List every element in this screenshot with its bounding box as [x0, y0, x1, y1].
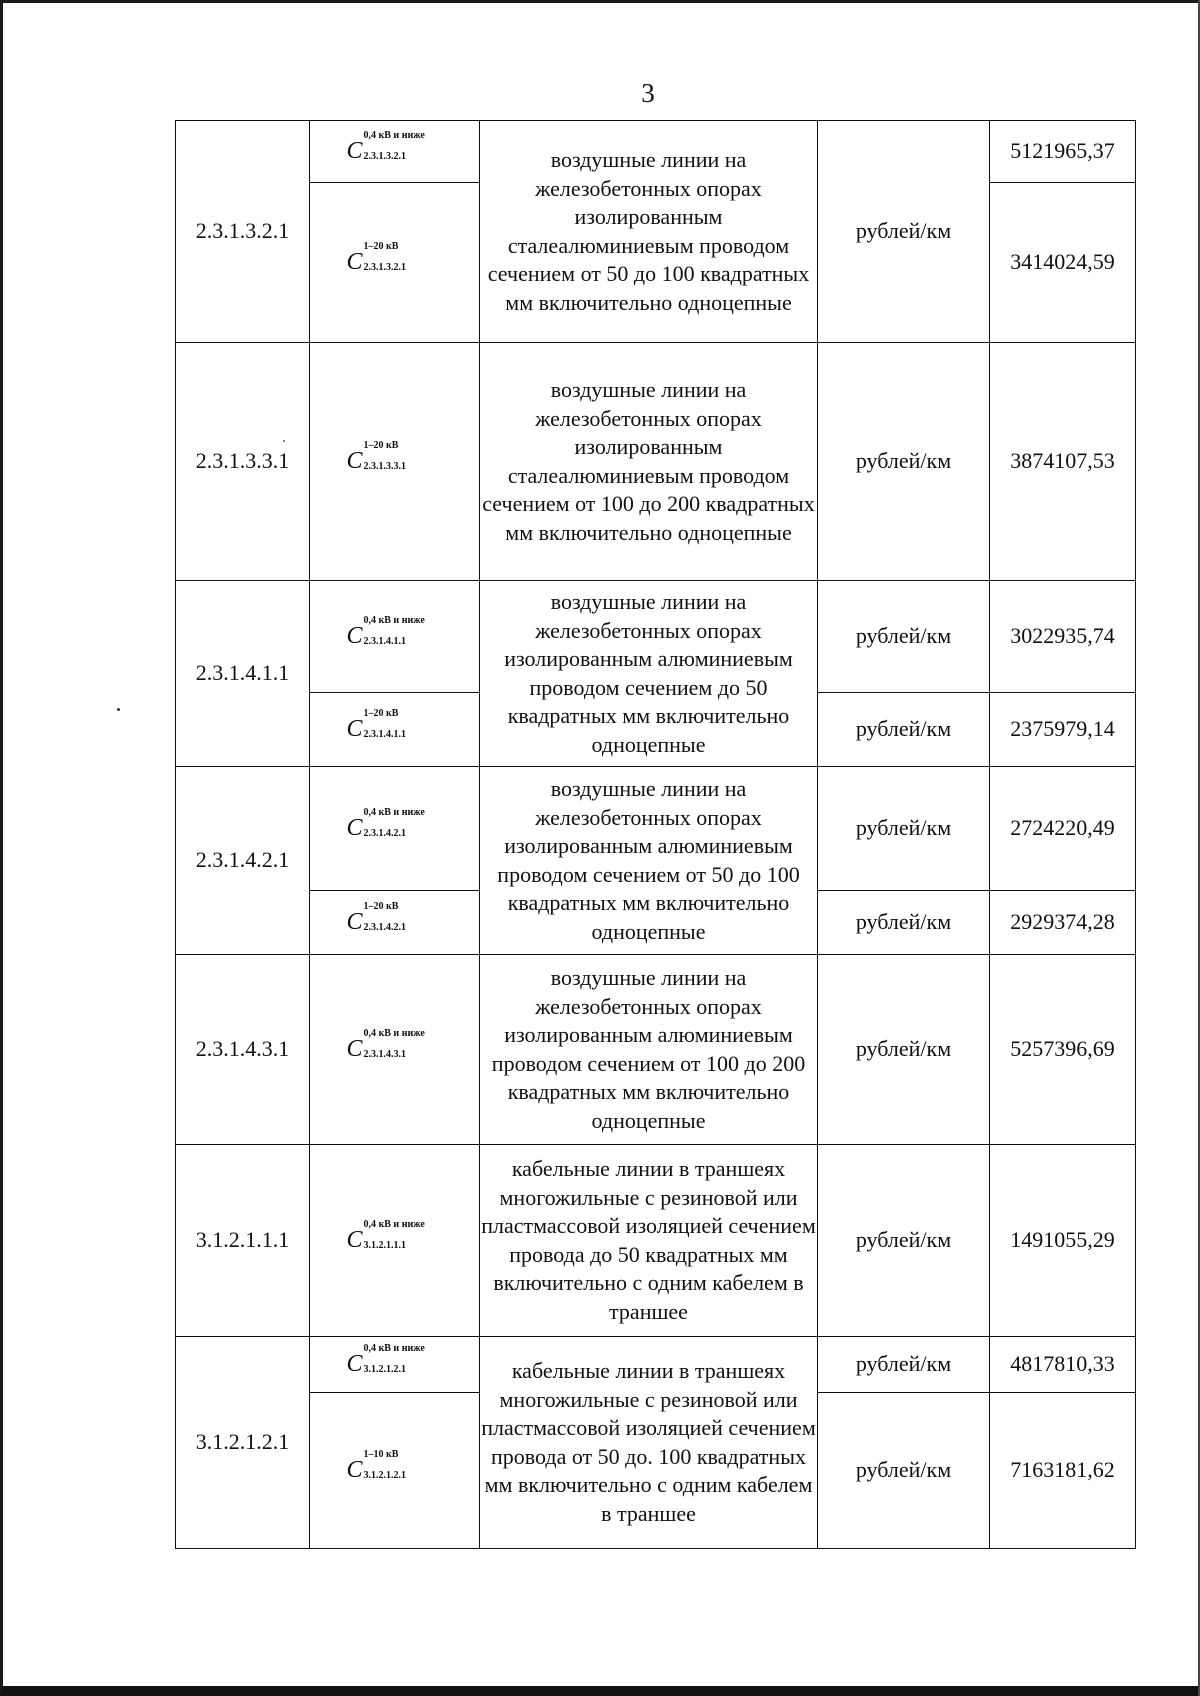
row-unit: рублей/км: [818, 955, 990, 1145]
rate-symbol: C 0,4 кВ и ниже 2.3.1.4.3.1: [310, 955, 480, 1145]
row-code: 3.1.2.1.2.1: [176, 1337, 310, 1549]
table-row: [176, 343, 1136, 581]
row-description: воздушные линии на железобетонных опорах изолированным сталеалюминиевым проводом сечением от 100 до 200 квадратных мм включительно одноцепные: [480, 343, 818, 581]
row-unit: рублей/км: [818, 121, 990, 343]
row-value: 4817810,33: [990, 1337, 1136, 1393]
rate-symbol: C 1–20 кВ 2.3.1.4.1.1: [310, 693, 480, 767]
table-row: [176, 581, 1136, 693]
scan-border-top: [3, 0, 1200, 3]
table-row: [176, 121, 1136, 183]
row-value: 3022935,74: [990, 581, 1136, 693]
row-unit: рублей/км: [818, 1393, 990, 1549]
row-unit: рублей/км: [818, 1337, 990, 1393]
row-description: воздушные линии на железобетонных опорах изолированным алюминиевым проводом сечением от 50 до 100 квадратных мм включительно одноцепные: [480, 767, 818, 955]
row-unit: рублей/км: [818, 693, 990, 767]
rate-symbol: C 0,4 кВ и ниже 2.3.1.4.1.1: [310, 581, 480, 693]
rate-symbol: C 0,4 кВ и ниже 2.3.1.4.2.1: [310, 767, 480, 891]
rate-symbol: C 0,4 кВ и ниже 3.1.2.1.2.1: [310, 1337, 480, 1393]
row-value: 3414024,59: [990, 183, 1136, 343]
row-value: 2929374,28: [990, 891, 1136, 955]
row-value: 5257396,69: [990, 955, 1136, 1145]
rate-symbol: C 1–20 кВ 2.3.1.3.3.1: [310, 343, 480, 581]
row-description: кабельные линии в траншеях многожильные с резиновой или пластмассовой изоляцией сечением провода до 50 квадратных мм включительно с одним кабелем в траншее: [480, 1145, 818, 1337]
rate-symbol: C 0,4 кВ и ниже 3.1.2.1.1.1: [310, 1145, 480, 1337]
table-row: [176, 1337, 1136, 1393]
row-code: 2.3.1.3.3.1: [176, 343, 310, 581]
row-code: 2.3.1.4.1.1: [176, 581, 310, 767]
row-value: 3874107,53: [990, 343, 1136, 581]
row-code: 2.3.1.4.3.1: [176, 955, 310, 1145]
row-code: 2.3.1.4.2.1: [176, 767, 310, 955]
table-row: [176, 1145, 1136, 1337]
row-unit: рублей/км: [818, 343, 990, 581]
row-code: 2.3.1.3.2.1: [176, 121, 310, 343]
rate-symbol: C 1–20 кВ 2.3.1.3.2.1: [310, 183, 480, 343]
row-unit: рублей/км: [818, 891, 990, 955]
page-number: 3: [641, 78, 655, 108]
row-description: воздушные линии на железобетонных опорах изолированным сталеалюминиевым проводом сечением от 50 до 100 квадратных мм включительно одноцепные: [480, 121, 818, 343]
row-code: 3.1.2.1.1.1: [176, 1145, 310, 1337]
table-row: [176, 955, 1136, 1145]
row-value: 7163181,62: [990, 1393, 1136, 1549]
row-description: воздушные линии на железобетонных опорах изолированным алюминиевым проводом сечением от 100 до 200 квадратных мм включительно одноцепные: [480, 955, 818, 1145]
scan-speck: [117, 708, 120, 711]
row-unit: рублей/км: [818, 1145, 990, 1337]
row-value: 5121965,37: [990, 121, 1136, 183]
row-value: 2375979,14: [990, 693, 1136, 767]
row-value: 1491055,29: [990, 1145, 1136, 1337]
row-description: воздушные линии на железобетонных опорах изолированным алюминиевым проводом сечением до 50 квадратных мм включительно одноцепные: [480, 581, 818, 767]
rate-symbol: C 1–20 кВ 2.3.1.4.2.1: [310, 891, 480, 955]
row-unit: рублей/км: [818, 581, 990, 693]
row-description: кабельные линии в траншеях многожильные с резиновой или пластмассовой изоляцией сечением провода от 50 до. 100 квадратных мм включительно с одним кабелем в траншее: [480, 1337, 818, 1549]
rate-symbol: C 0,4 кВ и ниже 2.3.1.3.2.1: [310, 121, 480, 183]
row-value: 2724220,49: [990, 767, 1136, 891]
row-unit: рублей/км: [818, 767, 990, 891]
rate-symbol: C 1–10 кВ 3.1.2.1.2.1: [310, 1393, 480, 1549]
table-row: [176, 767, 1136, 891]
tariff-table: [175, 120, 1136, 1549]
